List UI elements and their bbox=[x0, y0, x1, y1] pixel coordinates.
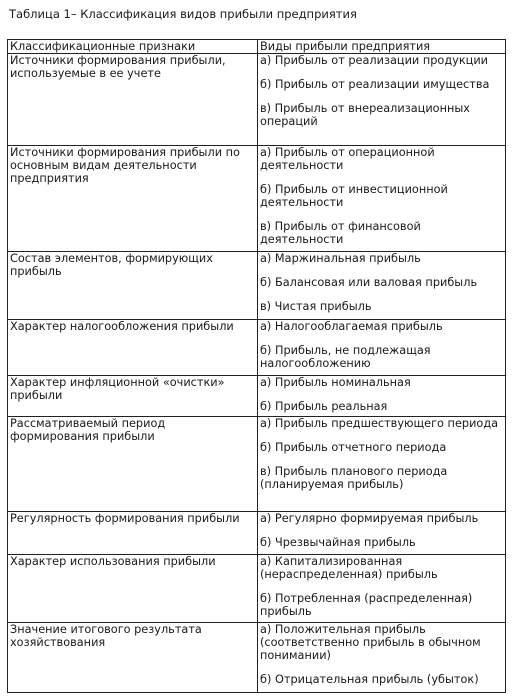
criterion-cell bbox=[8, 623, 258, 693]
profit-classification-table bbox=[7, 39, 506, 693]
criterion-cell bbox=[8, 320, 258, 376]
criterion-cell bbox=[8, 417, 258, 512]
profit-type-item: б) Прибыль от инвестиционной деятельности bbox=[260, 183, 448, 209]
types-cell bbox=[258, 417, 506, 512]
profit-type-item: в) Прибыль планового периода (планируемая прибыль) bbox=[260, 465, 448, 491]
criterion-text: Значение итогового результата хозяйствования bbox=[10, 623, 202, 649]
criterion-text: Характер налогообложения прибыли bbox=[10, 320, 234, 333]
types-cell bbox=[258, 555, 506, 623]
profit-type-item: б) Отрицательная прибыль (убыток) bbox=[260, 673, 479, 686]
criterion-cell bbox=[8, 376, 258, 417]
header-criteria: Классификационные признаки bbox=[8, 40, 258, 54]
table-row bbox=[8, 623, 506, 693]
profit-type-item: а) Прибыль предшествующего периода bbox=[260, 417, 499, 430]
types-cell bbox=[258, 623, 506, 693]
profit-type-item: а) Регулярно формируемая прибыль bbox=[260, 512, 479, 525]
types-cell bbox=[258, 252, 506, 320]
table-row bbox=[8, 376, 506, 417]
criterion-cell bbox=[8, 512, 258, 555]
table-row bbox=[8, 417, 506, 512]
profit-type-item: а) Капитализированная (нераспределенная) прибыль bbox=[260, 555, 438, 581]
criterion-text: Характер использования прибыли bbox=[10, 555, 216, 568]
criterion-cell bbox=[8, 252, 258, 320]
profit-type-item: а) Налогооблагаемая прибыль bbox=[260, 320, 443, 333]
profit-type-item: б) Прибыль, не подлежащая налогообложению bbox=[260, 344, 431, 370]
table-row bbox=[8, 512, 506, 555]
profit-type-item: а) Прибыль номинальная bbox=[260, 376, 411, 389]
table-row bbox=[8, 252, 506, 320]
criterion-text: Состав элементов, формирующих прибыль bbox=[10, 252, 213, 278]
profit-type-item: а) Прибыль от операционной деятельности bbox=[260, 146, 435, 172]
profit-type-item: б) Прибыль отчетного периода bbox=[260, 441, 447, 454]
profit-type-item: б) Потребленная (распределенная) прибыль bbox=[260, 592, 473, 618]
profit-type-item: а) Положительная прибыль (соответственно прибыль в обычном понимании) bbox=[260, 623, 481, 662]
profit-type-item: в) Прибыль от финансовой деятельности bbox=[260, 220, 421, 246]
criterion-cell bbox=[8, 146, 258, 252]
table-row bbox=[8, 555, 506, 623]
criterion-text: Рассматриваемый период формирования прибыли bbox=[10, 417, 166, 443]
criterion-text: Источники формирования прибыли по основным видам деятельности предприятия bbox=[10, 146, 240, 185]
header-profit-types: Виды прибыли предприятия bbox=[258, 40, 506, 54]
profit-type-item: б) Балансовая или валовая прибыль bbox=[260, 276, 478, 289]
profit-type-item: б) Прибыль от реализации имущества bbox=[260, 78, 490, 91]
types-cell bbox=[258, 512, 506, 555]
types-cell bbox=[258, 54, 506, 146]
table-row bbox=[8, 54, 506, 146]
table-row bbox=[8, 320, 506, 376]
profit-type-item: в) Прибыль от внереализационных операций bbox=[260, 102, 470, 128]
types-cell bbox=[258, 146, 506, 252]
profit-type-item: б) Чрезвычайная прибыль bbox=[260, 536, 416, 549]
criterion-text: Характер инфляционной «очистки» прибыли bbox=[10, 376, 225, 402]
criterion-cell bbox=[8, 555, 258, 623]
profit-type-item: а) Маржинальная прибыль bbox=[260, 252, 421, 265]
table-caption: Таблица 1– Классификация видов прибыли предприятия bbox=[9, 7, 357, 21]
criterion-cell bbox=[8, 54, 258, 146]
table-row bbox=[8, 146, 506, 252]
criterion-text: Источники формирования прибыли, используемые в ее учете bbox=[10, 54, 226, 80]
profit-type-item: а) Прибыль от реализации продукции bbox=[260, 54, 489, 67]
criterion-text: Регулярность формирования прибыли bbox=[10, 512, 240, 525]
profit-type-item: в) Чистая прибыль bbox=[260, 300, 372, 313]
header-row bbox=[8, 40, 506, 54]
profit-type-item: б) Прибыль реальная bbox=[260, 400, 388, 413]
types-cell bbox=[258, 320, 506, 376]
types-cell bbox=[258, 376, 506, 417]
